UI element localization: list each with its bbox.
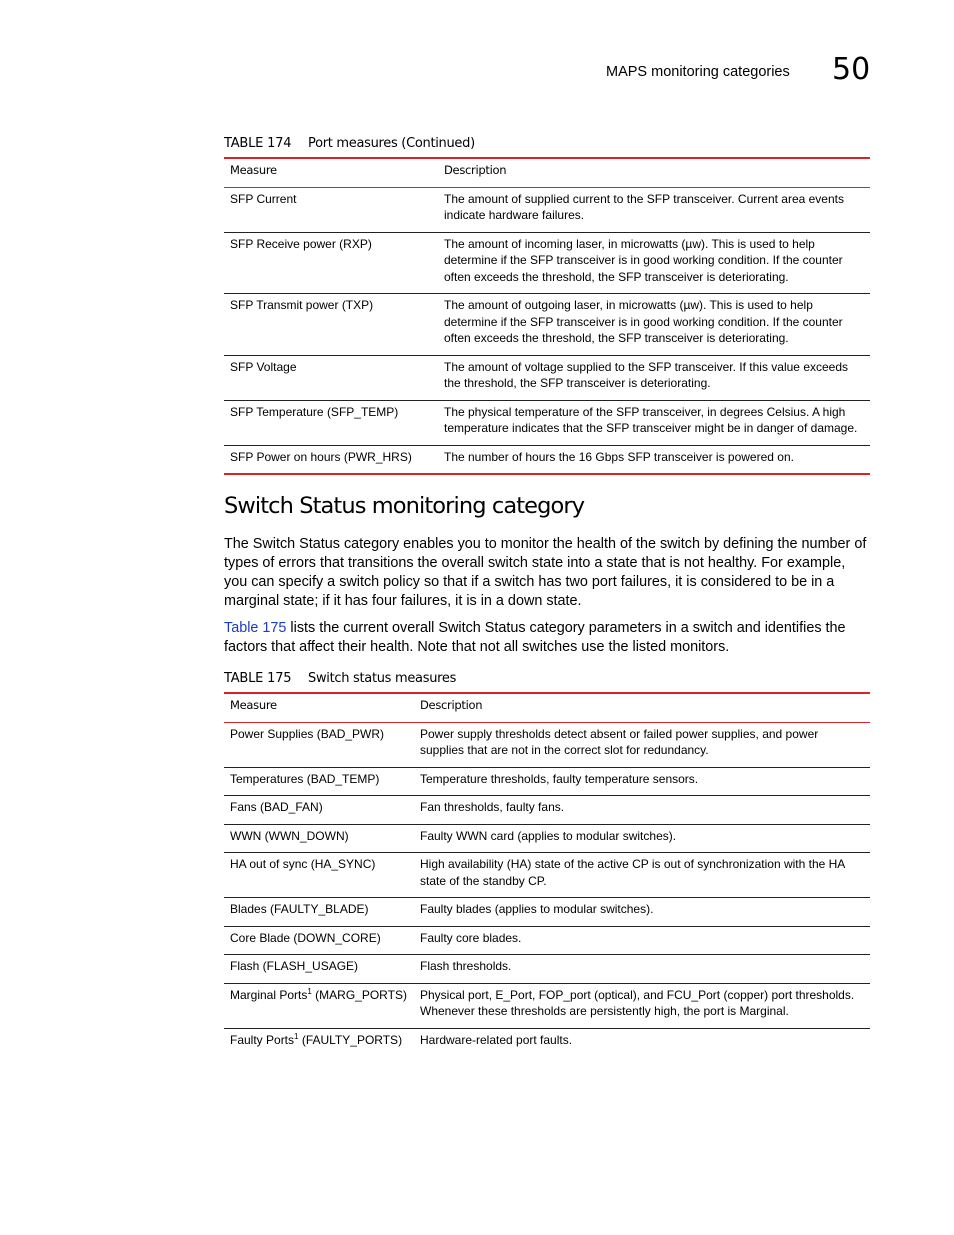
table-row	[224, 824, 870, 853]
section-paragraph-with-link	[224, 619, 872, 657]
table-row	[224, 898, 870, 927]
measure-cell	[224, 722, 414, 767]
description-cell: Faulty core blades.	[414, 926, 870, 955]
column-header-description: Description	[414, 693, 870, 722]
column-header-measure: Measure	[224, 693, 414, 722]
measure-text: Blades (FAULTY_BLADE)	[230, 902, 369, 916]
description-cell: The amount of supplied current to the SFP transceiver. Current area events indicate hardware failures.	[438, 187, 870, 232]
description-cell: The amount of voltage supplied to the SFP transceiver. If this value exceeds the threshold, the SFP transceiver is deteriorating.	[438, 355, 870, 400]
measure-suffix: (MARG_PORTS)	[311, 987, 407, 1002]
description-cell: Temperature thresholds, faulty temperature sensors.	[414, 767, 870, 796]
description-cell: Physical port, E_Port, FOP_port (optical), and FCU_Port (copper) port thresholds. Whenever these thresholds are persistently high, the port is Marginal.	[414, 983, 870, 1028]
description-cell: The physical temperature of the SFP transceiver, in degrees Celsius. A high temperature indicates that the SFP transceiver might be in danger of damage.	[438, 400, 870, 445]
table-174-label: TABLE 174	[224, 136, 292, 151]
measure-text: WWN (WWN_DOWN)	[230, 828, 349, 843]
measure-cell: SFP Power on hours (PWR_HRS)	[224, 445, 438, 474]
table-row	[224, 187, 870, 232]
switch-status-measures-table	[224, 692, 870, 1056]
table-175-cross-reference-link[interactable]: Table 175	[224, 620, 287, 636]
description-cell: Faulty WWN card (applies to modular switches).	[414, 824, 870, 853]
table-row	[224, 955, 870, 984]
description-cell: Fan thresholds, faulty fans.	[414, 796, 870, 825]
measure-cell	[224, 926, 414, 955]
table-row	[224, 926, 870, 955]
measure-cell: SFP Voltage	[224, 355, 438, 400]
description-cell: Hardware-related port faults.	[420, 1032, 573, 1047]
measure-text: Temperatures (BAD_TEMP)	[230, 771, 380, 786]
table-row	[224, 445, 870, 474]
table-175-label: TABLE 175	[224, 671, 292, 686]
measure-text: Faulty Ports	[230, 1032, 295, 1047]
table-row	[224, 232, 870, 294]
description-cell: Flash thresholds.	[414, 955, 870, 984]
table-row	[224, 1028, 870, 1056]
measure-cell	[224, 983, 414, 1028]
running-header-section: MAPS monitoring categories	[606, 64, 790, 80]
table-175-title: Switch status measures	[308, 671, 457, 686]
measure-text: Fans (BAD_FAN)	[230, 800, 323, 814]
table-174-title: Port measures (Continued)	[308, 136, 475, 151]
measure-cell	[224, 824, 414, 853]
measure-suffix: (FAULTY_PORTS)	[298, 1032, 403, 1047]
measure-text: Marginal Ports	[230, 987, 308, 1002]
description-cell: The amount of outgoing laser, in microwatts (µw). This is used to help determine if the SFP transceiver is in good working condition. If the counter often exceeds the threshold, the SFP transceiver is deteriorating.	[438, 294, 870, 356]
footnote-marker: 1	[294, 1031, 299, 1041]
table-row	[224, 796, 870, 825]
table-row	[224, 294, 870, 356]
measure-cell	[224, 955, 414, 984]
description-cell: High availability (HA) state of the active CP is out of synchronization with the HA state of the standby CP.	[414, 853, 870, 898]
measure-text: Power Supplies (BAD_PWR)	[230, 726, 385, 741]
section-heading: Switch Status monitoring category	[224, 493, 585, 519]
measure-cell	[224, 767, 414, 796]
measure-text: Core Blade (DOWN_CORE)	[230, 930, 381, 945]
measure-text: HA out of sync (HA_SYNC)	[230, 857, 376, 871]
table-174-caption	[224, 136, 475, 151]
measure-cell	[224, 898, 414, 927]
table-row	[224, 400, 870, 445]
description-cell: Faulty blades (applies to modular switches).	[414, 898, 870, 927]
section-paragraph: The Switch Status category enables you to monitor the health of the switch by defining the number of types of errors that transitions the overall switch state into a state that is not healthy. For example, you can specify a switch policy so that if a switch has two port failures, it is considered to be in a marginal state; if it has four failures, it is in a down state.	[224, 536, 867, 609]
port-measures-table	[224, 157, 870, 475]
footnote-marker: 1	[307, 986, 312, 996]
measure-cell: SFP Transmit power (TXP)	[224, 294, 438, 356]
table-row	[224, 853, 870, 898]
measure-cell: SFP Current	[224, 187, 438, 232]
description-cell: The amount of incoming laser, in microwatts (µw). This is used to help determine if the SFP transceiver is in good working condition. If the counter often exceeds the threshold, the SFP transceiver is deteriorating.	[438, 232, 870, 294]
chapter-number: 50	[832, 52, 871, 87]
table-row	[224, 722, 870, 767]
column-header-description: Description	[438, 158, 870, 187]
measure-cell: SFP Temperature (SFP_TEMP)	[224, 400, 438, 445]
table-175-caption	[224, 671, 456, 686]
measure-text: Flash (FLASH_USAGE)	[230, 959, 359, 973]
measure-cell: SFP Receive power (RXP)	[224, 232, 438, 294]
measure-cell	[224, 1028, 414, 1056]
column-header-measure: Measure	[224, 158, 438, 187]
description-cell: Power supply thresholds detect absent or failed power supplies, and power supplies that are not in the correct slot for redundancy.	[414, 722, 870, 767]
measure-cell	[224, 796, 414, 825]
table-row	[224, 767, 870, 796]
measure-cell	[224, 853, 414, 898]
table-row	[224, 355, 870, 400]
paragraph-text: lists the current overall Switch Status category parameters in a switch and identifies the factors that affect their health. Note that not all switches use the listed monitors.	[224, 620, 846, 655]
description-cell: The number of hours the 16 Gbps SFP transceiver is powered on.	[438, 445, 870, 474]
table-row	[224, 983, 870, 1028]
